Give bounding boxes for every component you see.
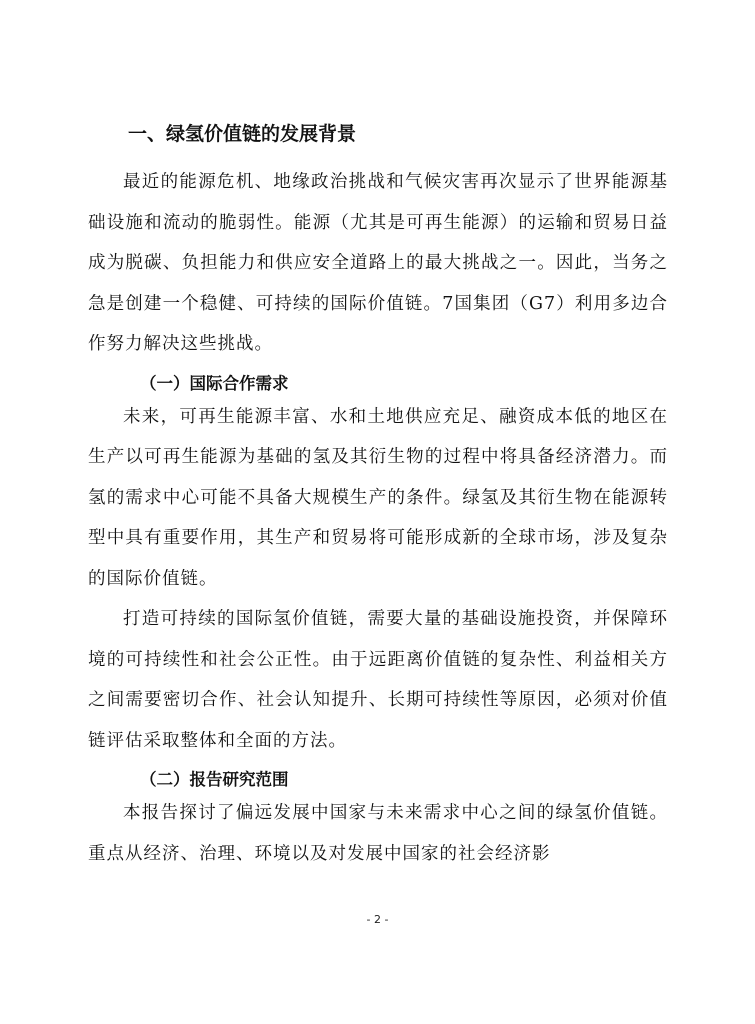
document-body [88, 116, 668, 874]
paragraph: 打造可持续的国际氢价值链，需要大量的基础设施投资，并保障环境的可持续性和社会公正性。由于远距离价值链的复杂性、利益相关方之间需要密切合作、社会认知提升、长期可持续性等原因，必须对价值链评估采取整体和全面的方法。 [88, 609, 668, 751]
section-heading: 一、绿氢价值链的发展背景 [128, 123, 357, 145]
paragraph: 未来，可再生能源丰富、水和土地供应充足、融资成本低的地区在生产以可再生能源为基础的氢及其衍生物的过程中将具备经济潜力。而氢的需求中心可能不具备大规模生产的条件。绿氢及其衍生物在能源转型中具有重要作用，其生产和贸易将可能形成新的全球市场，涉及复杂的国际价值链。 [88, 406, 668, 589]
subsection-heading-scope: （二）报告研究范围 [140, 770, 289, 789]
paragraph: 本报告探讨了偏远发展中国家与未来需求中心之间的绿氢价值链。重点从经济、治理、环境以及对发展中国家的社会经济影 [88, 803, 668, 864]
subsection-heading-cooperation: （一）国际合作需求 [140, 373, 289, 393]
page-number: - 2 - [366, 913, 389, 926]
paragraph: 最近的能源危机、地缘政治挑战和气候灾害再次显示了世界能源基础设施和流动的脆弱性。能源（尤其是可再生能源）的运输和贸易日益成为脱碳、负担能力和供应安全道路上的最大挑战之一。因此，当务之急是创建一个稳健、可持续的国际价值链。7国集团（G7）利用多边合作努力解决这些挑战。 [88, 172, 668, 354]
